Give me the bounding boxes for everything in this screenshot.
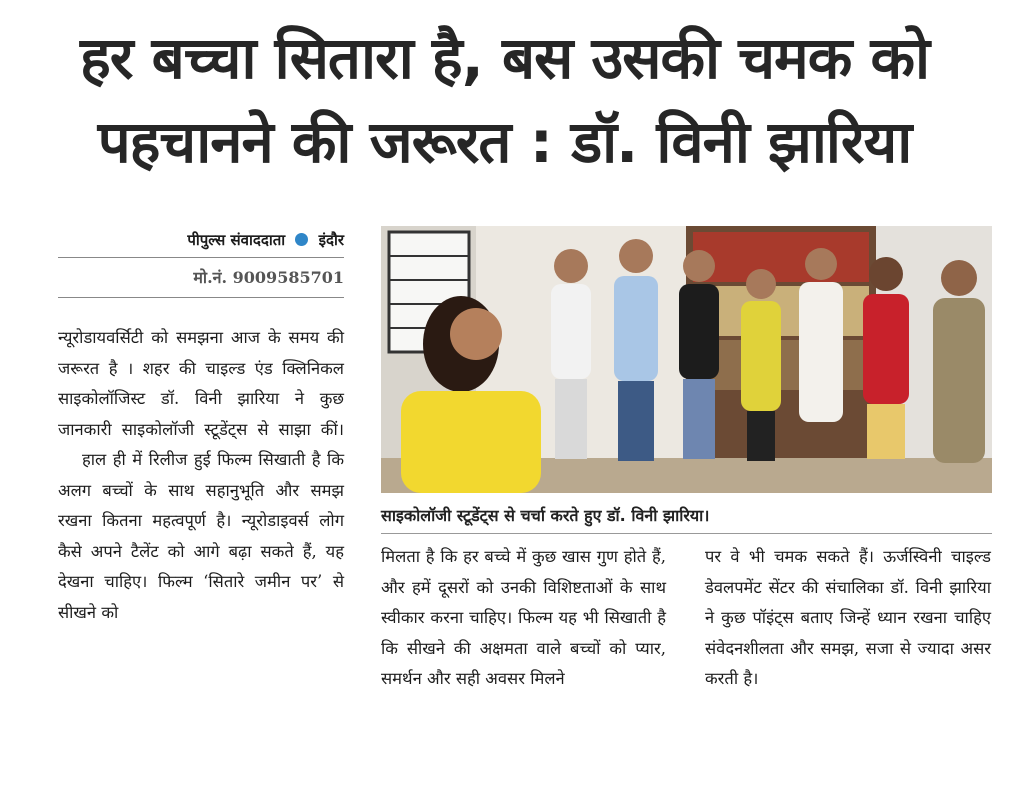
reporter-name: पीपुल्स संवाददाता — [187, 231, 286, 249]
headline-line-2: पहचानने की जरूरत : डॉ. विनी झारिया — [97, 108, 912, 176]
article-paragraph: मिलता है कि हर बच्चे में कुछ खास गुण होते हैं, और हमें दूसरों को उनकी विशिष्टताओं के साथ स्वीकार करना चाहिए। फिल्म यह भी सिखाती है कि सीखने की अक्षमता वाले बच्चों को प्यार, समर्थन और सही अवसर मिलने — [381, 547, 666, 688]
phone-divider — [58, 297, 344, 298]
article-paragraph: पर वे भी चमक सकते हैं। ऊर्जस्विनी चाइल्ड डेवलपमेंट सेंटर की संचालिका डॉ. विनी झारिया ने कुछ पॉइंट्स बताए जिन्हें ध्यान रखना चाहिए संवेदनशीलता और समझ, सजा से ज्यादा असर करती है। — [705, 547, 991, 688]
photo-caption: साइकोलॉजी स्टूडेंट्स से चर्चा करते हुए डॉ. विनी झारिया। — [381, 506, 710, 525]
caption-divider — [381, 533, 992, 534]
byline — [58, 230, 344, 250]
bullet-dot-icon — [295, 233, 308, 246]
article-column-2 — [381, 542, 666, 695]
reporter-phone: मो.नं. 9009585701 — [193, 268, 344, 287]
city-name: इंदौर — [318, 231, 344, 249]
headline-line-1: हर बच्चा सितारा है, बस उसकी चमक को — [79, 24, 930, 92]
article-paragraph: न्यूरोडायवर्सिटी को समझना आज के समय की जरूरत है । शहर की चाइल्ड एंड क्लिनिकल साइकोलॉजिस्ट डॉ. विनी झारिया ने कुछ जानकारी साइकोलॉजी स्टूडेंट्स से साझा कीं। — [58, 328, 344, 439]
article-column-1 — [58, 323, 344, 628]
byline-divider — [58, 257, 344, 258]
article-paragraph: हाल ही में रिलीज हुई फिल्म सिखाती है कि अलग बच्चों के साथ सहानुभूति और समझ रखना कितना महत्वपूर्ण है। न्यूरोडाइवर्स लोग कैसे अपने टैलेंट को आगे बढ़ा सकते हैं, यह देखना चाहिए। फिल्म ‘सितारे जमीन पर’ से सीखने को — [58, 450, 344, 622]
article-photo — [381, 226, 992, 493]
article-column-3 — [705, 542, 991, 695]
